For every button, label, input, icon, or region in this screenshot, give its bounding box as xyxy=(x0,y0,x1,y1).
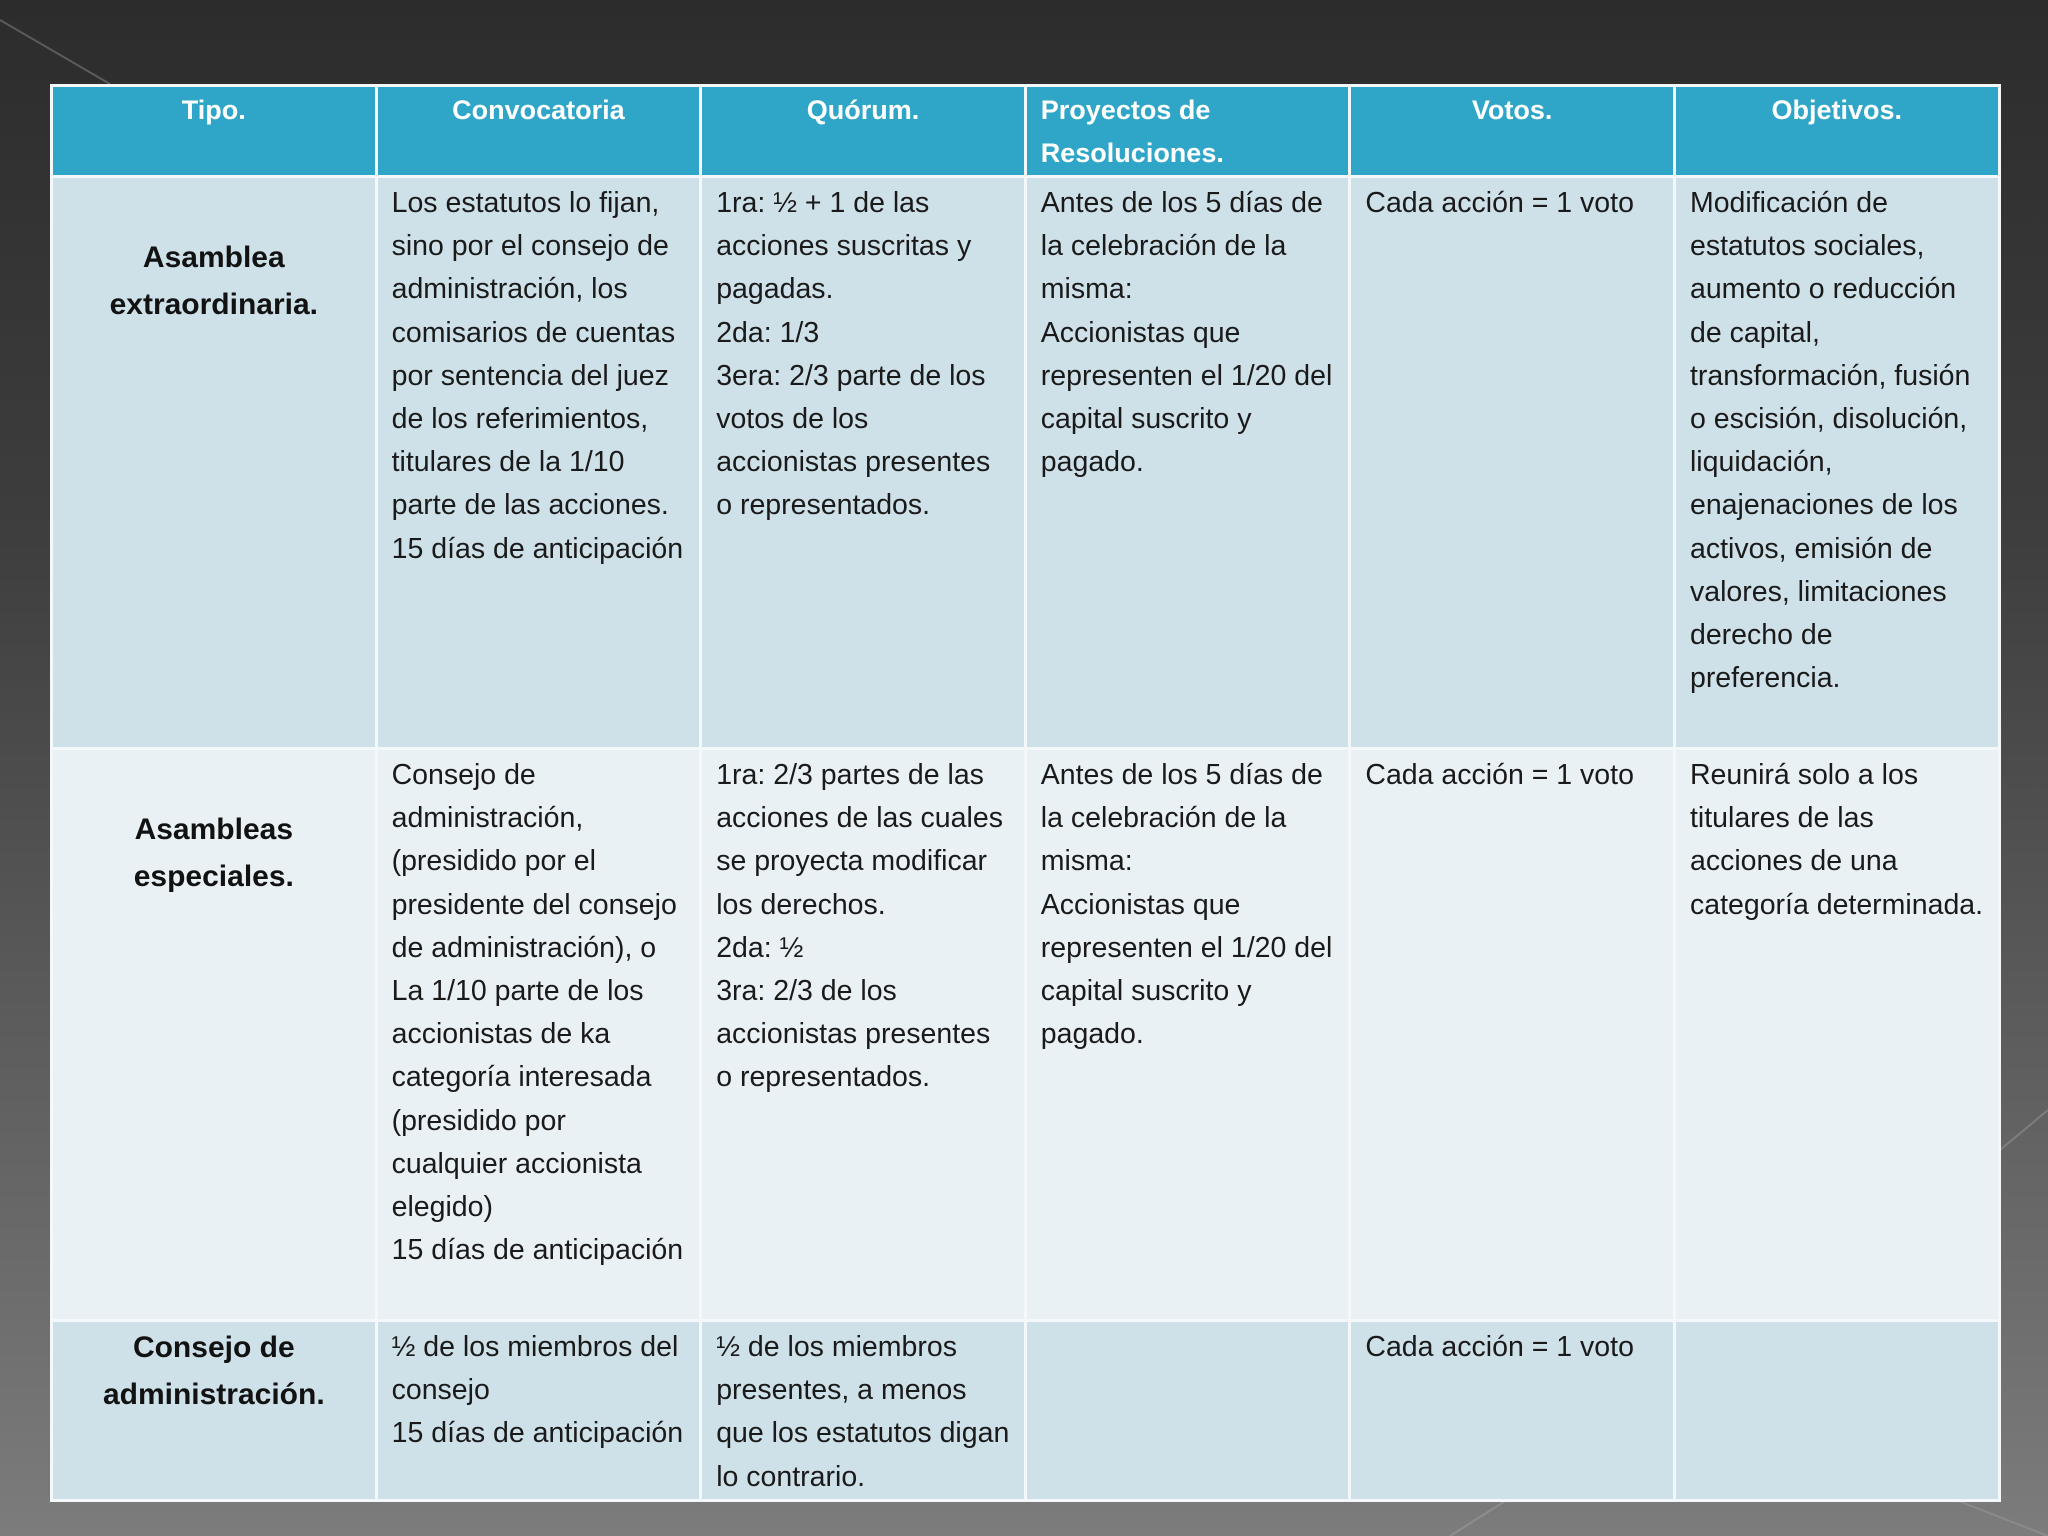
cell-line: 2da: ½ xyxy=(716,931,804,964)
cell-line: 15 días de anticipación xyxy=(391,1417,684,1450)
cell-line: 1ra: ½ + 1 de las acciones suscritas y pagadas. xyxy=(716,187,972,306)
cell-quorum xyxy=(701,177,1026,749)
cell-convocatoria xyxy=(376,177,701,749)
cell-votos: Cada acción = 1 voto xyxy=(1350,177,1675,749)
cell-tipo: Consejo de administración. xyxy=(52,1321,377,1501)
cell-proyectos xyxy=(1025,177,1350,749)
header-tipo: Tipo. xyxy=(52,86,377,177)
cell-convocatoria xyxy=(376,1321,701,1501)
cell-votos: Cada acción = 1 voto xyxy=(1350,749,1675,1321)
cell-convocatoria xyxy=(376,749,701,1321)
cell-objetivos: Reunirá solo a los titulares de las acciones de una categoría determinada. xyxy=(1674,749,1999,1321)
cell-quorum xyxy=(701,1321,1026,1501)
cell-line: 15 días de anticipación xyxy=(391,1234,684,1267)
table-row xyxy=(52,749,2000,1321)
cell-line: ½ de los miembros presentes, a menos que los estatutos digan lo contrario. xyxy=(716,1331,1010,1493)
cell-line: Consejo de administración, (presidido por el presidente del consejo de administración), o xyxy=(391,759,677,964)
cell-line: Accionistas que representen el 1/20 del capital suscrito y pagado. xyxy=(1040,888,1333,1051)
cell-objetivos xyxy=(1674,1321,1999,1501)
cell-line: La 1/10 parte de los accionistas de ka categoría interesada (presidido por cualquier accionista elegido) xyxy=(391,975,652,1224)
cell-votos: Cada acción = 1 voto xyxy=(1350,1321,1675,1501)
cell-tipo: Asamblea extraordinaria. xyxy=(52,177,377,749)
cell-proyectos xyxy=(1025,1321,1350,1501)
cell-line: 2da: 1/3 xyxy=(716,316,820,349)
header-proyectos: Proyectos de Resoluciones. xyxy=(1025,86,1350,177)
cell-line: Antes de los 5 días de la celebración de la misma: xyxy=(1040,187,1323,306)
cell-objetivos: Modificación de estatutos sociales, aumento o reducción de capital, transformación, fusión o escisión, disolución, liquidación, enajenaciones de los activos, emisión de valores, limitaciones derecho de preferencia. xyxy=(1674,177,1999,749)
cell-line: Antes de los 5 días de la celebración de la misma: xyxy=(1040,759,1323,878)
cell-line: 3era: 2/3 parte de los votos de los accionistas presentes o representados. xyxy=(716,359,991,522)
table-row xyxy=(52,177,2000,749)
header-quorum: Quórum. xyxy=(701,86,1026,177)
header-row xyxy=(52,86,2000,177)
cell-tipo: Asambleas especiales. xyxy=(52,749,377,1321)
cell-proyectos xyxy=(1025,749,1350,1321)
cell-line: Accionistas que representen el 1/20 del capital suscrito y pagado. xyxy=(1040,316,1333,479)
cell-line: 15 días de anticipación xyxy=(391,532,684,565)
cell-line: Los estatutos lo fijan, sino por el consejo de administración, los comisarios de cuentas por sentencia del juez de los referimientos, titulares de la 1/10 parte de las acciones. xyxy=(391,187,676,522)
table-container xyxy=(50,84,1998,1502)
cell-line: ½ de los miembros del consejo xyxy=(391,1331,679,1407)
assemblies-table xyxy=(50,84,2001,1502)
table-row xyxy=(52,1321,2000,1501)
cell-line: 3ra: 2/3 de los accionistas presentes o representados. xyxy=(716,975,991,1094)
cell-line: 1ra: 2/3 partes de las acciones de las cuales se proyecta modificar los derechos. xyxy=(716,759,1003,921)
cell-quorum xyxy=(701,749,1026,1321)
header-convocatoria: Convocatoria xyxy=(376,86,701,177)
header-votos: Votos. xyxy=(1350,86,1675,177)
header-objetivos: Objetivos. xyxy=(1674,86,1999,177)
